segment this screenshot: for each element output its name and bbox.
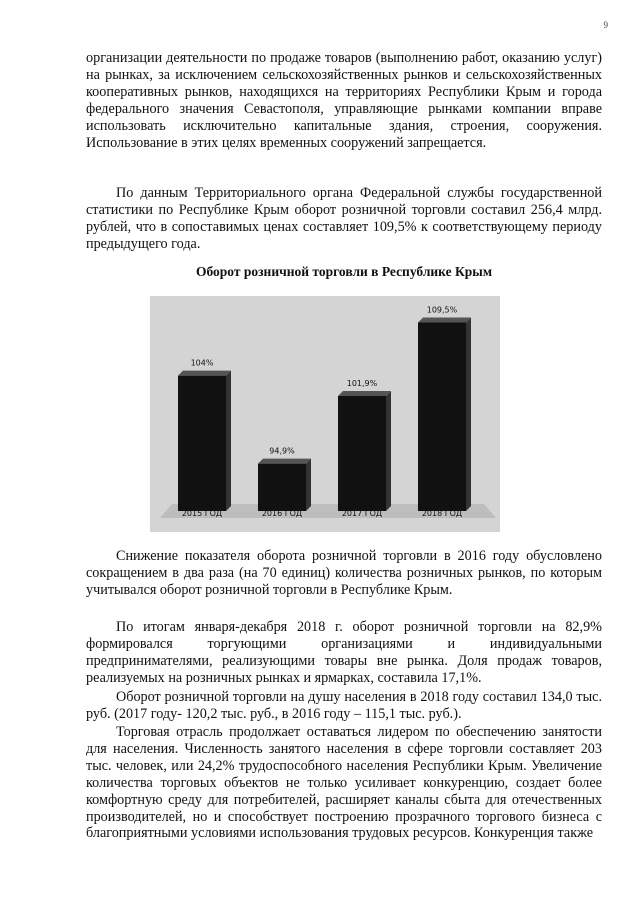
bar-side: [306, 459, 311, 511]
retail-turnover-chart: [150, 296, 500, 532]
bar-top: [178, 371, 231, 376]
bar: [178, 376, 226, 511]
bar: [418, 323, 466, 512]
chart-title: Оборот розничной торговли в Республике Крым: [195, 264, 493, 279]
bar-top: [418, 318, 471, 323]
page-number: 9: [603, 20, 608, 30]
paragraph-year-results: По итогам января-декабря 2018 г. оборот розничной торговли на 82,9% формировался торгующими организациями и индивидуальными предпринимателями, реализующими товары вне рынка. Доля продаж товаров, реализуемых на розничных рынках и ярмарках, составила 17,1%.: [86, 619, 602, 686]
paragraph-per-capita: Оборот розничной торговли на душу населения в 2018 году составил 134,0 тыс. руб. (2017 году- 120,2 тыс. руб., в 2016 году – 115,1 тыс. руб.).: [86, 689, 602, 722]
category-label: 2015 ГОД: [181, 509, 223, 518]
paragraph-market-rules: организации деятельности по продаже товаров (выполнению работ, оказанию услуг) на рынках, за исключением сельскохозяйственных рынков и сельскохозяйственных кооперативных рынков, находящихся на территориях Республики Крым и города федерального значения Севастополя, управляющие рынками компании вправе использовать исключительно капитальные здания, строения, сооружения. Использование в этих целях временных сооружений запрещается.: [86, 50, 602, 151]
category-label: 2016 ГОД: [261, 509, 303, 518]
bar: [338, 396, 386, 511]
data-label: 101,9%: [346, 378, 378, 388]
data-label: 109,5%: [426, 305, 458, 315]
paragraph-employment: Торговая отрасль продолжает оставаться лидером по обеспечению занятости для населения. Численность занятого населения в сфере торговли составляет 203 тыс. человек, или 24,2% трудоспособного населения Республики Крым. Увеличение количества торговых объектов не только усиливает конкуренцию, создает более комфортную среду для потребителей, расширяет каналы сбыта для отечественных производителей, но и способствует построению прозрачного торгового бизнеса с благоприятными условиями использования трудовых ресурсов. Конкуренция также: [86, 724, 602, 842]
paragraph-decline-reason: Снижение показателя оборота розничной торговли в 2016 году обусловлено сокращением в два раза (на 70 единиц) количества розничных рынков, по которым учитывался оборот розничной торговли в Республике Крым.: [86, 548, 602, 598]
bar-side: [226, 371, 231, 511]
bar-side: [386, 391, 391, 511]
data-label: 104%: [190, 358, 214, 368]
paragraph-turnover-stats: По данным Территориального органа Федеральной службы государственной статистики по Республике Крым оборот розничной торговли составил 256,4 млрд. рублей, что в сопоставимых ценах составляет 109,5% к соответствующему периоду предыдущего года.: [86, 185, 602, 252]
category-label: 2017 ГОД: [341, 509, 383, 518]
bar-top: [338, 391, 391, 396]
data-label: 94,9%: [269, 446, 295, 456]
bar: [258, 464, 306, 511]
bar-side: [466, 318, 471, 512]
bar-top: [258, 459, 311, 464]
category-label: 2018 ГОД: [421, 509, 463, 518]
